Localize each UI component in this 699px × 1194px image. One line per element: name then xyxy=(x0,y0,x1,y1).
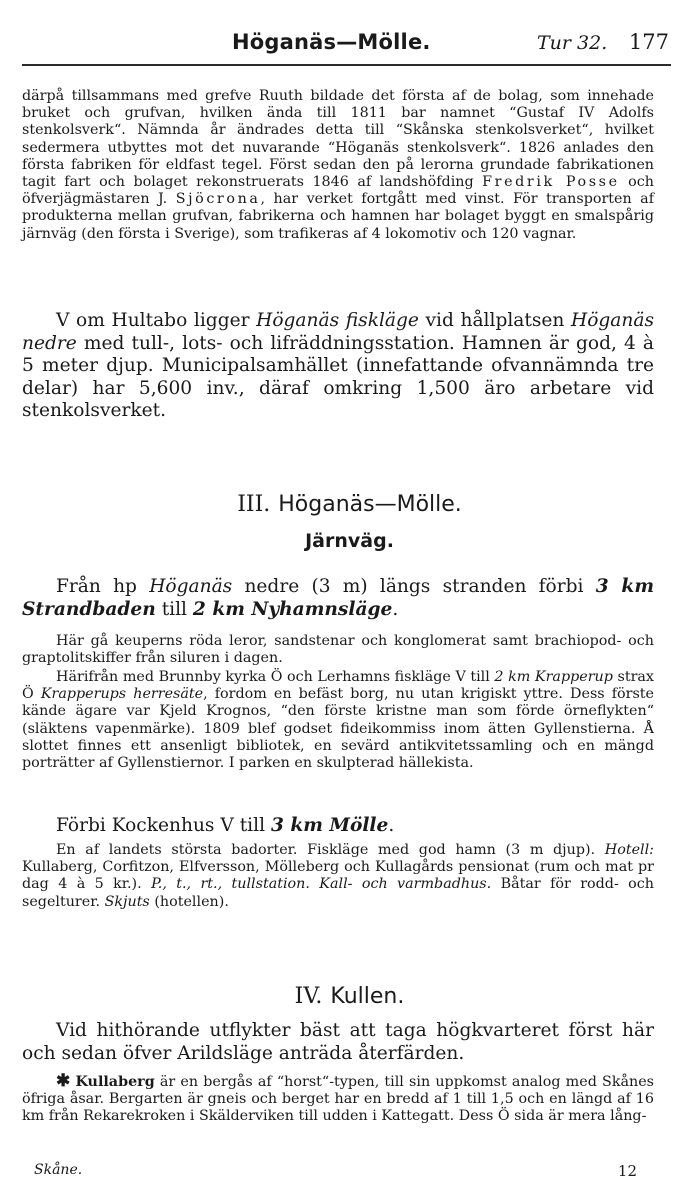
paragraph-kullaberg: ✱ Kullaberg är en bergås af “horst“-typen, till sin uppkomst analog med Skånes öfriga åsar. Bergarten är gneis och berget har en bredd af 1 till 1,5 och en längd af 16 km från Rekarekroken i Skälderviken till udden i Kattegatt. Dess Ö sida är mera lång- xyxy=(22,1071,655,1125)
person-name: Sjöcrona xyxy=(175,191,261,208)
signature-number: 12 xyxy=(617,1162,637,1180)
tour-number: Tur 32. xyxy=(537,32,608,54)
paragraph-route-molle: Förbi Kockenhus V till 3 km Mölle. xyxy=(56,815,395,836)
page-number: 177 xyxy=(628,30,669,54)
running-title: Höganäs—Mölle. xyxy=(232,30,431,54)
paragraph-krapperup: Härifrån med Brunnby kyrka Ö och Lerhamns fiskläge V till 2 km Krapperup strax Ö Krapperups herresäte, fordom en befäst borg, nu utan krigiskt yttre. Dess förste kände ägare var Kjeld Krognos, “den förste kristne man som förde örneflykten“ (släktens vapenmärke). 1809 blef godset fideikommiss inom ätten Gyllenstierna. Å slottet finnes ett ansenligt bibliotek, en sevärd antikvitetssamling och en mängd porträtter af Gyllenstiernor. I parken en skulpterad hällekista. xyxy=(22,669,654,772)
section-heading-iii: III. Höganäs—Mölle. xyxy=(237,492,462,517)
star-icon: ✱ xyxy=(56,1071,71,1091)
running-header xyxy=(22,30,671,60)
page-footer xyxy=(34,1162,637,1182)
footer-region: Skåne. xyxy=(34,1162,83,1178)
paragraph-geology: Här gå keuperns röda leror, sandstenar och konglomerat samt brachiopod- och graptolitskiffer från siluren i dagen. xyxy=(22,633,654,667)
section-subheading-jarnvag: Järnväg. xyxy=(305,530,394,552)
paragraph-stenkolsverk-history: därpå tillsammans med grefve Ruuth bildade det första af de bolag, som innehade bruket och grufvan, hvilken ända till 1811 bar namnet “Gustaf IV Adolfs stenkolsverk“. Nämnda år ändrades detta till “Skånska stenkolsverket“, hvilket sedermera utbyttes mot det nuvarande “Höganäs stenkolsverk“. 1826 anlades den första fabriken för eldfast tegel. Först sedan den på lerorna grundade fabrikationen tagit fart och bolaget rekonstruerats 1846 af landshöfding Fredrik Posse och öfverjägmästaren J. Sjöcrona, har verket fortgått med vinst. För transporten af produkterna mellan grufvan, fabrikerna och hamnen har bolaget byggt en smalspårig järnväg (den första i Sverige), som trafikeras af 4 lokomotiv och 120 vagnar. xyxy=(22,88,654,242)
person-name: Fredrik Posse xyxy=(482,174,620,191)
header-rule xyxy=(22,64,671,66)
paragraph-excursions: Vid hithörande utflykter bäst att taga högkvarteret först här och sedan öfver Arildsläge anträda återfärden. xyxy=(22,1020,654,1064)
paragraph-hoganas-fiskläge: V om Hultabo ligger Höganäs fiskläge vid hållplatsen Höganäs nedre med tull-, lots- och lifräddningsstation. Hamnen är god, 4 à 5 meter djup. Municipalsamhället (innefattande ofvannämnda tre delar) har 5,600 inv., däraf omkring 1,500 äro arbetare vid stenkolsverket. xyxy=(22,310,655,421)
paragraph-route-strandbaden: Från hp Höganäs nedre (3 m) längs stranden förbi 3 km Strandbaden till 2 km Nyhamnsläge. xyxy=(22,576,654,620)
paragraph-molle-description: En af landets största badorter. Fiskläge med god hamn (3 m djup). Hotell: Kullaberg, Corfitzon, Elfversson, Mölleberg och Kullagårds pensionat (rum och mat pr dag 4 à 5 kr.). P., t., rt., tullstation. Kall- och varmbadhus. Båtar för rodd- och segelturer. Skjuts (hotellen). xyxy=(22,842,654,910)
section-heading-iv: IV. Kullen. xyxy=(294,984,405,1009)
